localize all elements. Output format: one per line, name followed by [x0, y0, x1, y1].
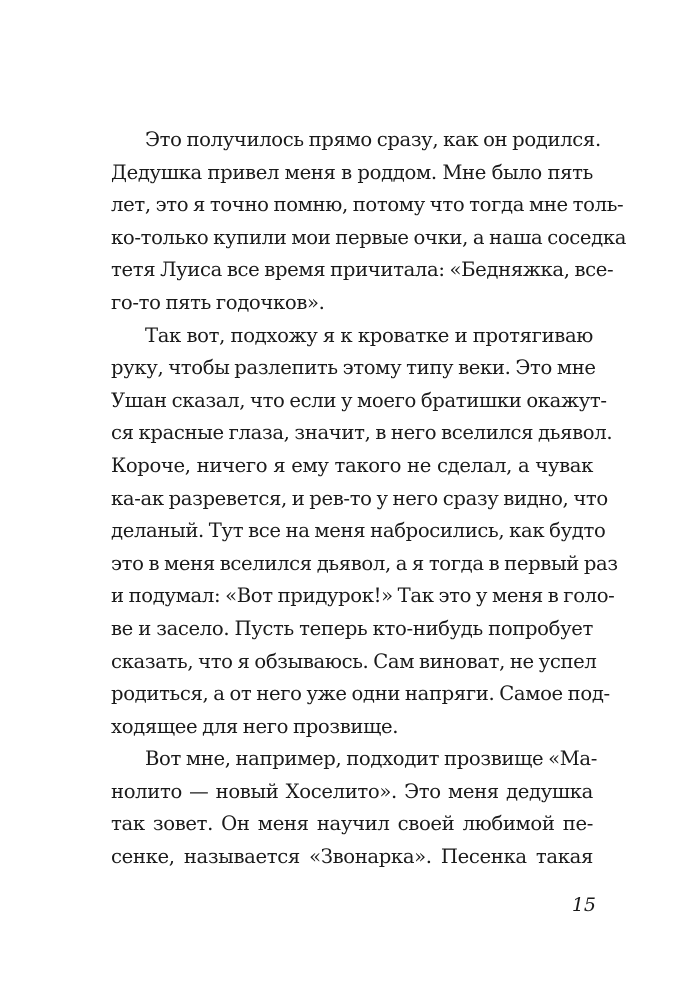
text-line: нолито — новый Хоселито». Это меня дедушка — [111, 779, 593, 803]
text-line: сказать, что я обзываюсь. Сам виноват, не успел — [111, 649, 597, 673]
paragraph-1 — [111, 124, 627, 320]
paragraph-2 — [111, 320, 618, 744]
text-line: ся красные глаза, значит, в него вселился дьявол. — [111, 421, 613, 445]
text-line: родиться, а от него уже одни напряги. Самое под- — [111, 682, 610, 706]
text-line: и подумал: «Вот придурок!» Так это у меня в голо- — [111, 584, 615, 608]
text-line: Так вот, подхожу я к кроватке и протягиваю — [145, 323, 593, 347]
text-line: деланый. Тут все на меня набросились, как будто — [111, 519, 606, 543]
page-number: 15 — [571, 894, 596, 916]
text-line: руку, чтобы разлепить этому типу веки. Это мне — [111, 356, 596, 380]
text-line: Дедушка привел меня в роддом. Мне было пять — [111, 160, 593, 184]
text-line: Вот мне, например, подходит прозвище «Ма- — [145, 747, 598, 771]
text-line: Короче, ничего я ему такого не сделал, а чувак — [111, 453, 593, 477]
text-line: сенке, называется «Звонарка». Песенка такая — [111, 845, 593, 869]
text-line: ходящее для него прозвище. — [111, 714, 399, 738]
text-line: это в меня вселился дьявол, а я тогда в первый раз — [111, 551, 618, 575]
text-line: го-то пять годочков». — [111, 290, 325, 314]
text-line: так зовет. Он меня научил своей любимой пе- — [111, 812, 593, 836]
text-line: ка-ак разревется, и рев-то у него сразу видно, что — [111, 486, 608, 510]
body-text — [111, 124, 627, 874]
paragraph-3 — [111, 743, 598, 873]
text-line: тетя Луиса все время причитала: «Бедняжка, все- — [111, 258, 614, 282]
text-line: ко-только купили мои первые очки, а наша соседка — [111, 225, 627, 249]
text-line: ве и засело. Пусть теперь кто-нибудь попробует — [111, 616, 593, 640]
text-line: лет, это я точно помню, потому что тогда мне толь- — [111, 193, 624, 217]
text-line: Ушан сказал, что если у моего братишки окажут- — [111, 388, 607, 412]
text-line: Это получилось прямо сразу, как он родился. — [145, 128, 601, 151]
